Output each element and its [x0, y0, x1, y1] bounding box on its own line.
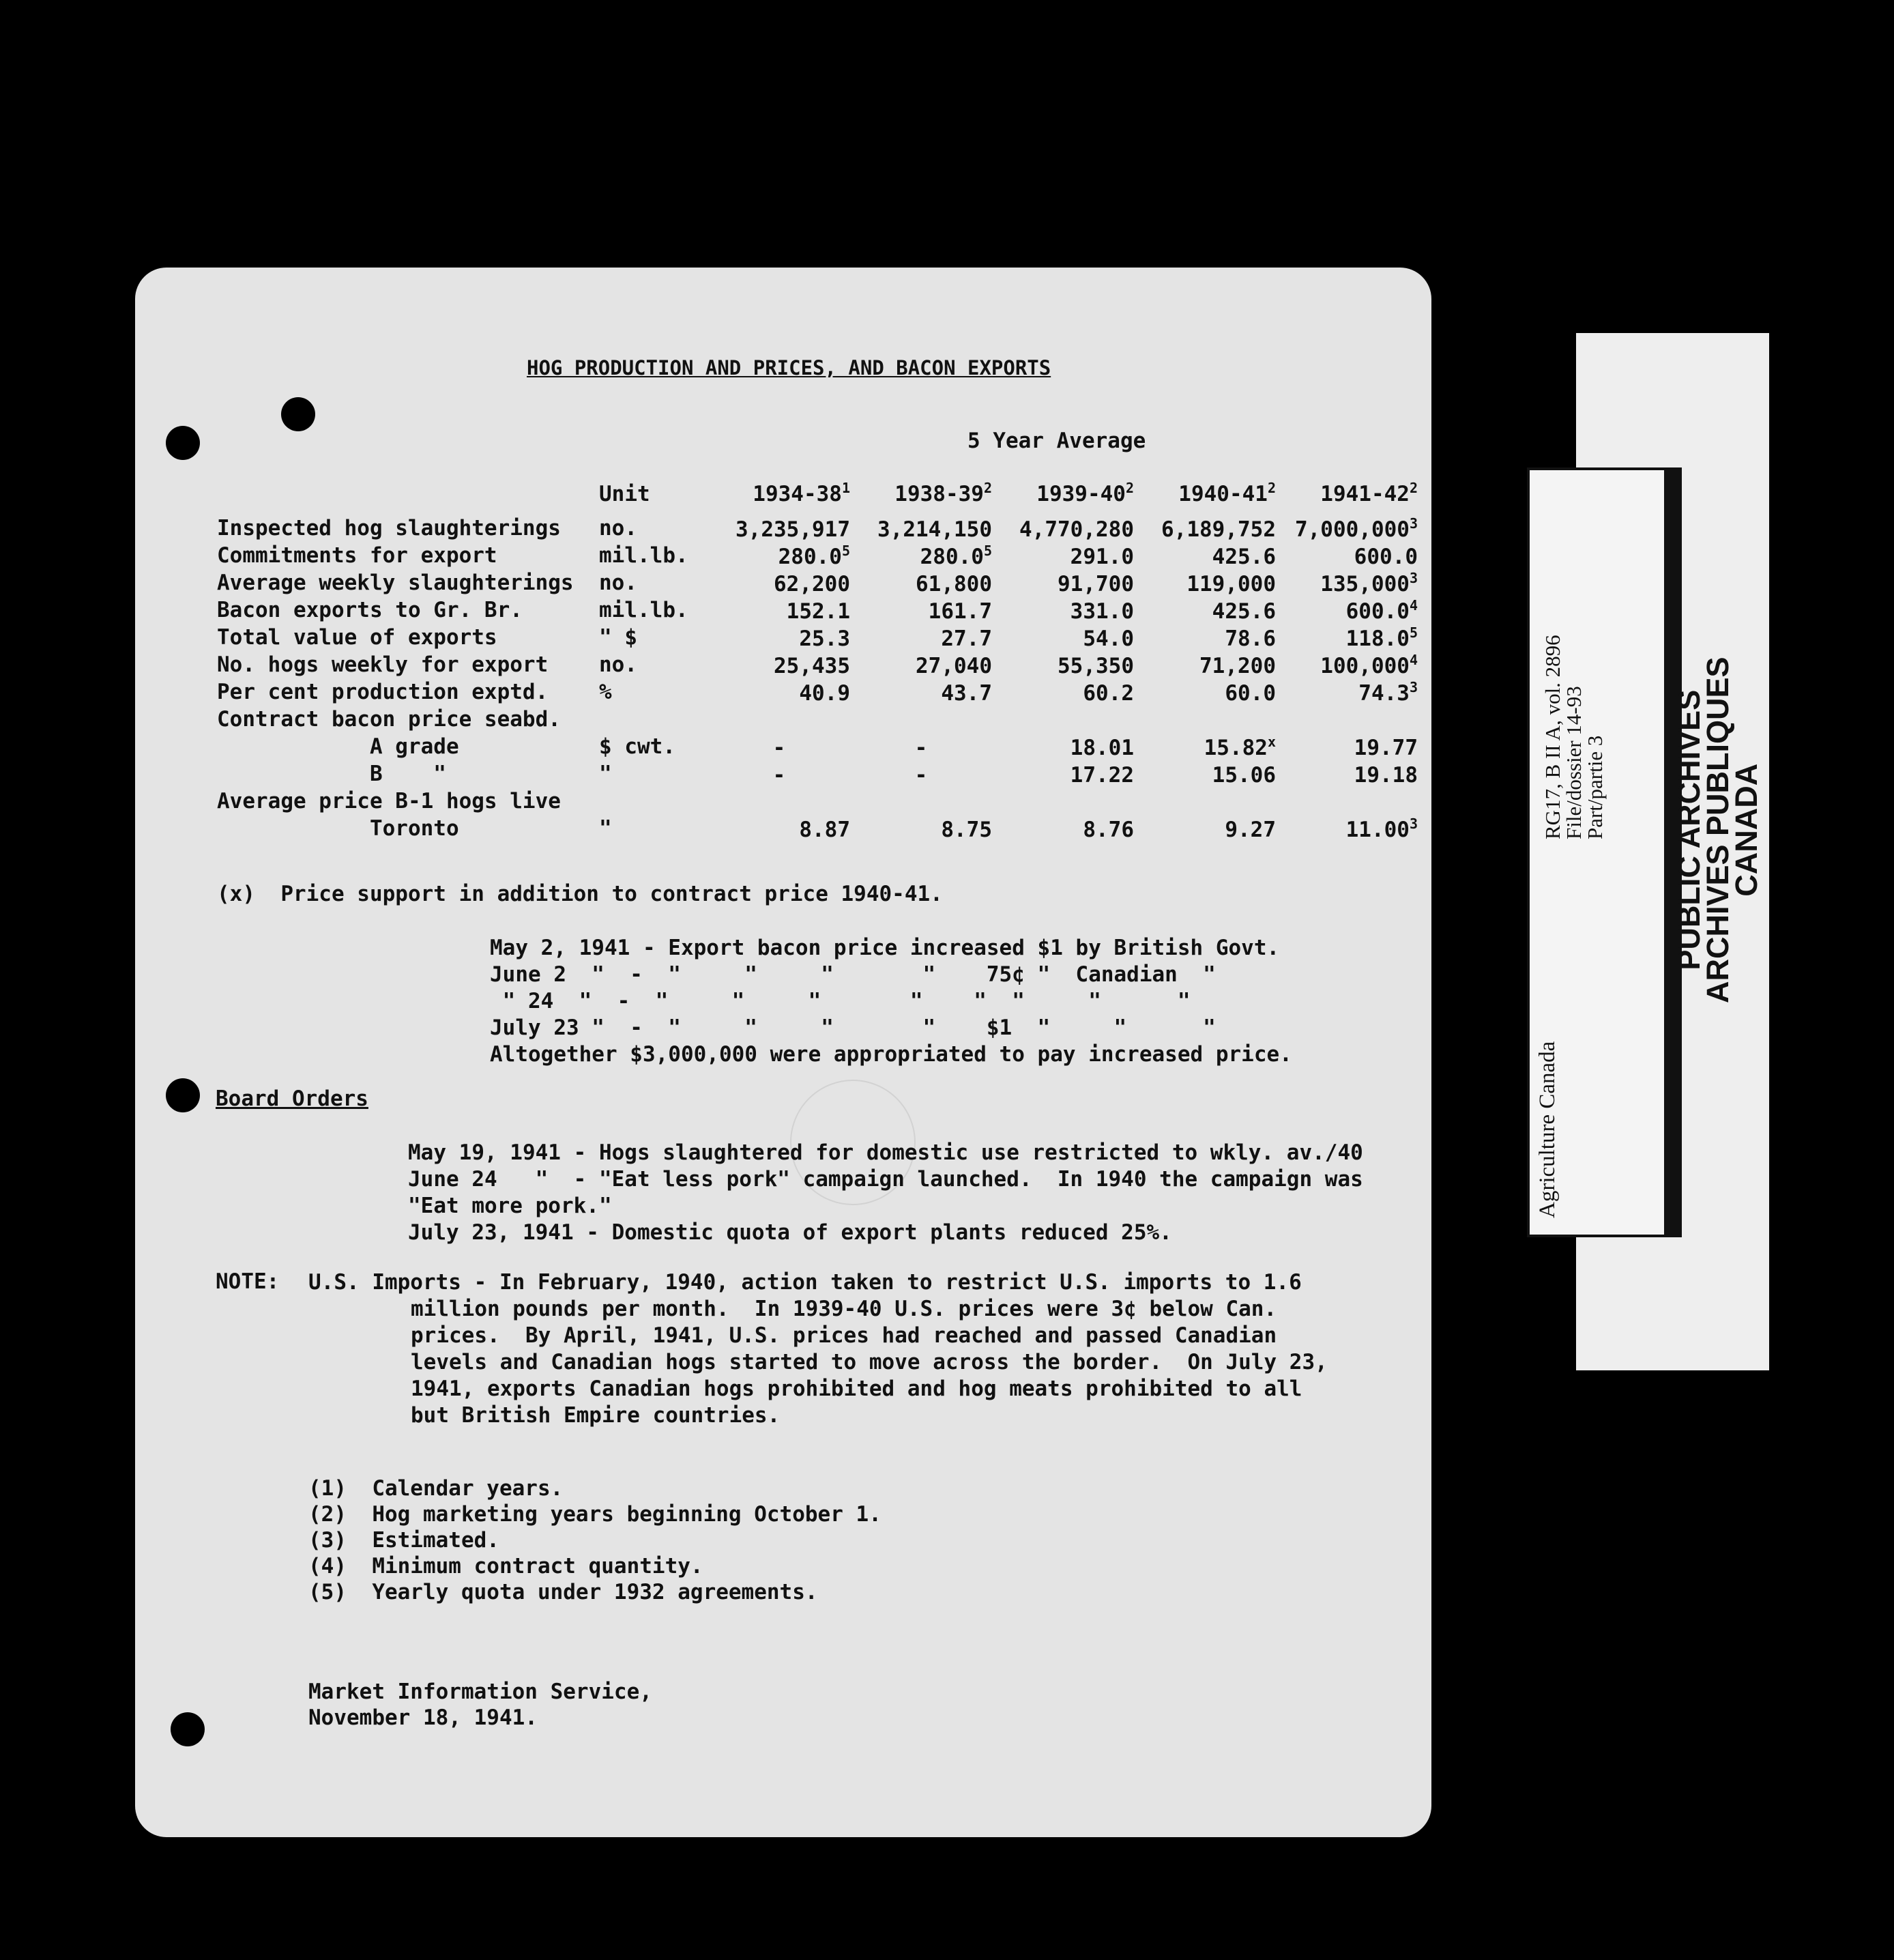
table-cell	[850, 815, 992, 842]
cell-value: 425.6	[1212, 544, 1276, 569]
table-row	[217, 733, 1418, 760]
column-label: 1938-39	[894, 482, 984, 506]
footnote: (5) Yearly quota under 1932 agreements.	[308, 1580, 818, 1604]
table-cell	[992, 569, 1134, 596]
cell-value: 8.75	[941, 817, 992, 842]
board-orders-heading: Board Orders	[216, 1086, 368, 1111]
table-row	[217, 706, 1418, 733]
footnote-marker: 3	[1409, 515, 1418, 532]
archive-ref-line: File/dossier 14-93	[1562, 686, 1586, 839]
document-page	[135, 268, 1431, 1837]
list-item: May 19, 1941 - Hogs slaughtered for domestic use restricted to wkly. av./40	[408, 1140, 1363, 1165]
cell-value: -	[772, 735, 786, 760]
table-header-blank	[217, 456, 599, 515]
note-line: levels and Canadian hogs started to move across the border. On July 23,	[411, 1350, 1328, 1374]
note-body	[308, 1269, 1414, 1429]
cell-value: 11.00	[1345, 817, 1410, 842]
footnote: (1) Calendar years.	[308, 1476, 564, 1501]
cell-value: 15.06	[1212, 762, 1276, 788]
table-cell	[992, 651, 1134, 678]
footnote-marker: 5	[1409, 624, 1418, 641]
cell-value: 119,000	[1186, 571, 1276, 596]
punch-hole	[281, 397, 315, 431]
footnote-marker: 5	[983, 542, 992, 559]
table-header-cell	[1276, 456, 1418, 515]
archives-line: ARCHIVES PUBLIQUES	[1700, 657, 1735, 1003]
archive-agency: Agriculture Canada	[1535, 1041, 1560, 1218]
archives-name	[1672, 657, 1764, 1003]
table-cell	[708, 760, 850, 788]
cell-value: 27,040	[916, 653, 992, 678]
row-label: Commitments for export	[217, 543, 497, 568]
table-cell	[1134, 596, 1276, 624]
footnote-marker: 2	[1409, 480, 1418, 496]
list-item: " 24 " - " " " " " " " "	[490, 989, 1191, 1013]
note-label: NOTE:	[216, 1269, 280, 1294]
row-unit: no.	[599, 652, 637, 677]
table-row	[217, 596, 1418, 624]
punch-hole	[171, 1712, 205, 1746]
table-cell	[708, 733, 850, 760]
list-item: June 2 " - " " " " 75¢ " Canadian "	[490, 962, 1216, 987]
table-row	[217, 760, 1418, 788]
row-label: Inspected hog slaughterings	[217, 516, 561, 541]
table-cell	[850, 706, 992, 733]
table-row	[217, 788, 1418, 815]
footnotes	[308, 1475, 882, 1605]
row-label: Average weekly slaughterings	[217, 571, 574, 595]
note-line: but British Empire countries.	[411, 1403, 781, 1428]
table-cell	[992, 542, 1134, 569]
table-group-header: 5 Year Average	[967, 429, 1146, 453]
list-item: June 24 " - "Eat less pork" campaign launched. In 1940 the campaign was	[408, 1167, 1363, 1192]
table-cell	[708, 678, 850, 706]
footnote-marker: 2	[1125, 480, 1134, 496]
cell-value: 18.01	[1070, 735, 1134, 760]
row-label: A grade	[217, 734, 459, 759]
note-line: prices. By April, 1941, U.S. prices had reached and passed Canadian	[411, 1323, 1277, 1348]
table-cell	[708, 515, 850, 542]
cell-value: 27.7	[941, 626, 992, 651]
cell-value: 331.0	[1070, 599, 1134, 624]
table-body	[217, 515, 1418, 842]
table-header-cell	[992, 456, 1134, 515]
table-cell	[992, 678, 1134, 706]
cell-value: 15.82	[1204, 735, 1268, 760]
list-item: "Eat more pork."	[408, 1194, 612, 1218]
cell-value: 78.6	[1225, 626, 1276, 651]
table-cell	[1134, 569, 1276, 596]
table-cell	[708, 788, 850, 815]
archives-line: CANADA	[1729, 763, 1764, 897]
column-label: Unit	[599, 482, 650, 506]
table-header-cell	[1134, 456, 1276, 515]
table-cell	[992, 733, 1134, 760]
table-cell	[1276, 569, 1418, 596]
table-cell	[850, 788, 992, 815]
table-cell	[1134, 678, 1276, 706]
table-cell	[850, 678, 992, 706]
table-cell	[1134, 760, 1276, 788]
table-cell	[1134, 651, 1276, 678]
table-cell	[992, 788, 1134, 815]
cell-value: 17.22	[1070, 762, 1134, 788]
row-label: Bacon exports to Gr. Br.	[217, 598, 523, 622]
row-label: Contract bacon price seabd.	[217, 707, 561, 732]
table-cell	[708, 706, 850, 733]
table-cell	[992, 706, 1134, 733]
table-cell	[708, 651, 850, 678]
cell-value: 8.87	[799, 817, 850, 842]
table-cell	[1276, 515, 1418, 542]
footnote-marker: 2	[983, 480, 992, 496]
note-line: 1941, exports Canadian hogs prohibited and hog meats prohibited to all	[411, 1377, 1302, 1401]
footnote: (3) Estimated.	[308, 1528, 499, 1553]
table-cell	[708, 624, 850, 651]
table-header-cell	[708, 456, 850, 515]
list-item: May 2, 1941 - Export bacon price increased $1 by British Govt.	[490, 936, 1280, 960]
row-label: Total value of exports	[217, 625, 497, 650]
row-unit: "	[599, 762, 612, 786]
footnote-marker: 3	[1409, 678, 1418, 695]
cell-value: 152.1	[786, 599, 850, 624]
statistics-table	[217, 456, 1418, 842]
cell-value: 54.0	[1083, 626, 1134, 651]
table-cell	[850, 651, 992, 678]
table-header-row	[217, 456, 1418, 515]
archive-ref-line: Part/partie 3	[1583, 735, 1607, 839]
footnote-marker: 2	[1267, 480, 1276, 496]
cell-value: 100,000	[1320, 653, 1410, 678]
row-unit: " $	[599, 625, 637, 650]
cell-value: 425.6	[1212, 599, 1276, 624]
cell-value: 91,700	[1058, 571, 1134, 596]
cell-value: 40.9	[799, 680, 850, 706]
table-cell	[992, 596, 1134, 624]
table-cell	[1276, 678, 1418, 706]
table-cell	[708, 569, 850, 596]
row-label: Average price B-1 hogs live	[217, 789, 561, 813]
row-unit: no.	[599, 571, 637, 595]
table-cell	[850, 515, 992, 542]
footnote: (2) Hog marketing years beginning October 1.	[308, 1502, 882, 1527]
table-row	[217, 515, 1418, 542]
table-cell	[1276, 815, 1418, 842]
cell-value: 291.0	[1070, 544, 1134, 569]
cell-value: 60.0	[1225, 680, 1276, 706]
table-cell	[1276, 760, 1418, 788]
table-cell	[708, 596, 850, 624]
row-label: B "	[217, 762, 446, 786]
table-cell	[1134, 706, 1276, 733]
table-cell	[1276, 733, 1418, 760]
row-unit: "	[599, 816, 612, 841]
row-unit: mil.lb.	[599, 598, 688, 622]
cell-value: 71,200	[1199, 653, 1276, 678]
table-cell	[850, 569, 992, 596]
cell-value: 25,435	[774, 653, 850, 678]
table-row	[217, 542, 1418, 569]
cell-value: 19.77	[1354, 735, 1418, 760]
cell-value: 25.3	[799, 626, 850, 651]
table-header-cell	[850, 456, 992, 515]
column-label: 1940-41	[1178, 482, 1268, 506]
row-unit	[599, 788, 708, 815]
footnote-marker: 4	[1409, 651, 1418, 668]
price-support-note: (x) Price support in addition to contract price 1940-41.	[217, 882, 943, 906]
table-cell	[1134, 542, 1276, 569]
cell-value: 60.2	[1083, 680, 1134, 706]
column-label: 1934-38	[753, 482, 842, 506]
footnote-marker: 5	[841, 542, 850, 559]
page-title: HOG PRODUCTION AND PRICES, AND BACON EXPORTS	[527, 356, 1051, 379]
cell-value: 600.0	[1354, 544, 1418, 569]
cell-value: 280.0	[778, 544, 842, 569]
table-cell	[1276, 706, 1418, 733]
cell-value: 135,000	[1320, 571, 1410, 596]
table-cell	[992, 624, 1134, 651]
row-unit: $ cwt.	[599, 734, 675, 759]
table-row	[217, 678, 1418, 706]
board-orders-list	[408, 1140, 1363, 1246]
cell-value: 4,770,280	[1019, 517, 1134, 542]
table-cell	[1276, 651, 1418, 678]
price-support-list	[490, 935, 1292, 1068]
table-header-cell	[599, 456, 708, 515]
row-unit: no.	[599, 516, 637, 541]
row-label: Per cent production exptd.	[217, 680, 549, 704]
table-cell	[850, 542, 992, 569]
table-row	[217, 624, 1418, 651]
table-cell	[708, 815, 850, 842]
table-cell	[1276, 788, 1418, 815]
table-cell	[1276, 542, 1418, 569]
punch-hole	[166, 426, 200, 460]
row-label: Toronto	[217, 816, 459, 841]
table-cell	[1276, 624, 1418, 651]
row-unit: mil.lb.	[599, 543, 688, 568]
row-unit: %	[599, 680, 612, 704]
table-cell	[850, 624, 992, 651]
table-cell	[850, 733, 992, 760]
cell-value: 19.18	[1354, 762, 1418, 788]
table-cell	[1134, 788, 1276, 815]
cell-value: 55,350	[1058, 653, 1134, 678]
cell-value: 9.27	[1225, 817, 1276, 842]
footnote-marker: x	[1267, 733, 1276, 750]
cell-value: 3,235,917	[735, 517, 850, 542]
cell-value: 8.76	[1083, 817, 1134, 842]
list-item: Altogether $3,000,000 were appropriated to pay increased price.	[490, 1042, 1292, 1067]
archives-line: PUBLIC ARCHIVES	[1672, 689, 1706, 970]
table-cell	[850, 760, 992, 788]
cell-value: 280.0	[920, 544, 984, 569]
cell-value: 3,214,150	[877, 517, 992, 542]
column-label: 1941-42	[1320, 482, 1410, 506]
footnote-marker: 3	[1409, 569, 1418, 586]
table-cell	[992, 515, 1134, 542]
table-row	[217, 651, 1418, 678]
table-cell	[992, 815, 1134, 842]
note-line: million pounds per month. In 1939-40 U.S. prices were 3¢ below Can.	[411, 1297, 1277, 1321]
cell-value: 600.0	[1345, 599, 1410, 624]
archive-ref-line: RG17, B II A, vol. 2896	[1541, 635, 1564, 839]
list-item: July 23 " - " " " " $1 " " "	[490, 1015, 1216, 1040]
column-label: 1939-40	[1036, 482, 1126, 506]
cell-value: -	[914, 735, 928, 760]
punch-hole	[166, 1078, 200, 1112]
table-cell	[1276, 596, 1418, 624]
row-unit	[599, 706, 708, 733]
footnote-marker: 3	[1409, 815, 1418, 832]
signature-block	[308, 1679, 652, 1731]
table-row	[217, 815, 1418, 842]
cell-value: 62,200	[774, 571, 850, 596]
table-row	[217, 569, 1418, 596]
cell-value: 61,800	[916, 571, 992, 596]
list-item: July 23, 1941 - Domestic quota of export plants reduced 25%.	[408, 1220, 1172, 1245]
archive-reference	[1542, 635, 1605, 839]
cell-value: 6,189,752	[1161, 517, 1276, 542]
cell-value: -	[772, 762, 786, 788]
table-cell	[1134, 515, 1276, 542]
table-cell	[1134, 733, 1276, 760]
note-line: U.S. Imports - In February, 1940, action taken to restrict U.S. imports to 1.6	[308, 1270, 1302, 1295]
table-cell	[850, 596, 992, 624]
row-label: No. hogs weekly for export	[217, 652, 549, 677]
footnote: (4) Minimum contract quantity.	[308, 1554, 703, 1579]
cell-value: 118.0	[1345, 626, 1410, 651]
cell-value: 43.7	[941, 680, 992, 706]
table-cell	[1134, 815, 1276, 842]
footnote-marker: 1	[841, 480, 850, 496]
cell-value: 7,000,000	[1294, 517, 1410, 542]
table-cell	[1134, 624, 1276, 651]
footnote-marker: 4	[1409, 596, 1418, 614]
cell-value: -	[914, 762, 928, 788]
table-cell	[992, 760, 1134, 788]
signature-line: November 18, 1941.	[308, 1705, 538, 1730]
table-cell	[708, 542, 850, 569]
cell-value: 161.7	[928, 599, 992, 624]
signature-line: Market Information Service,	[308, 1680, 652, 1704]
cell-value: 74.3	[1358, 680, 1410, 706]
